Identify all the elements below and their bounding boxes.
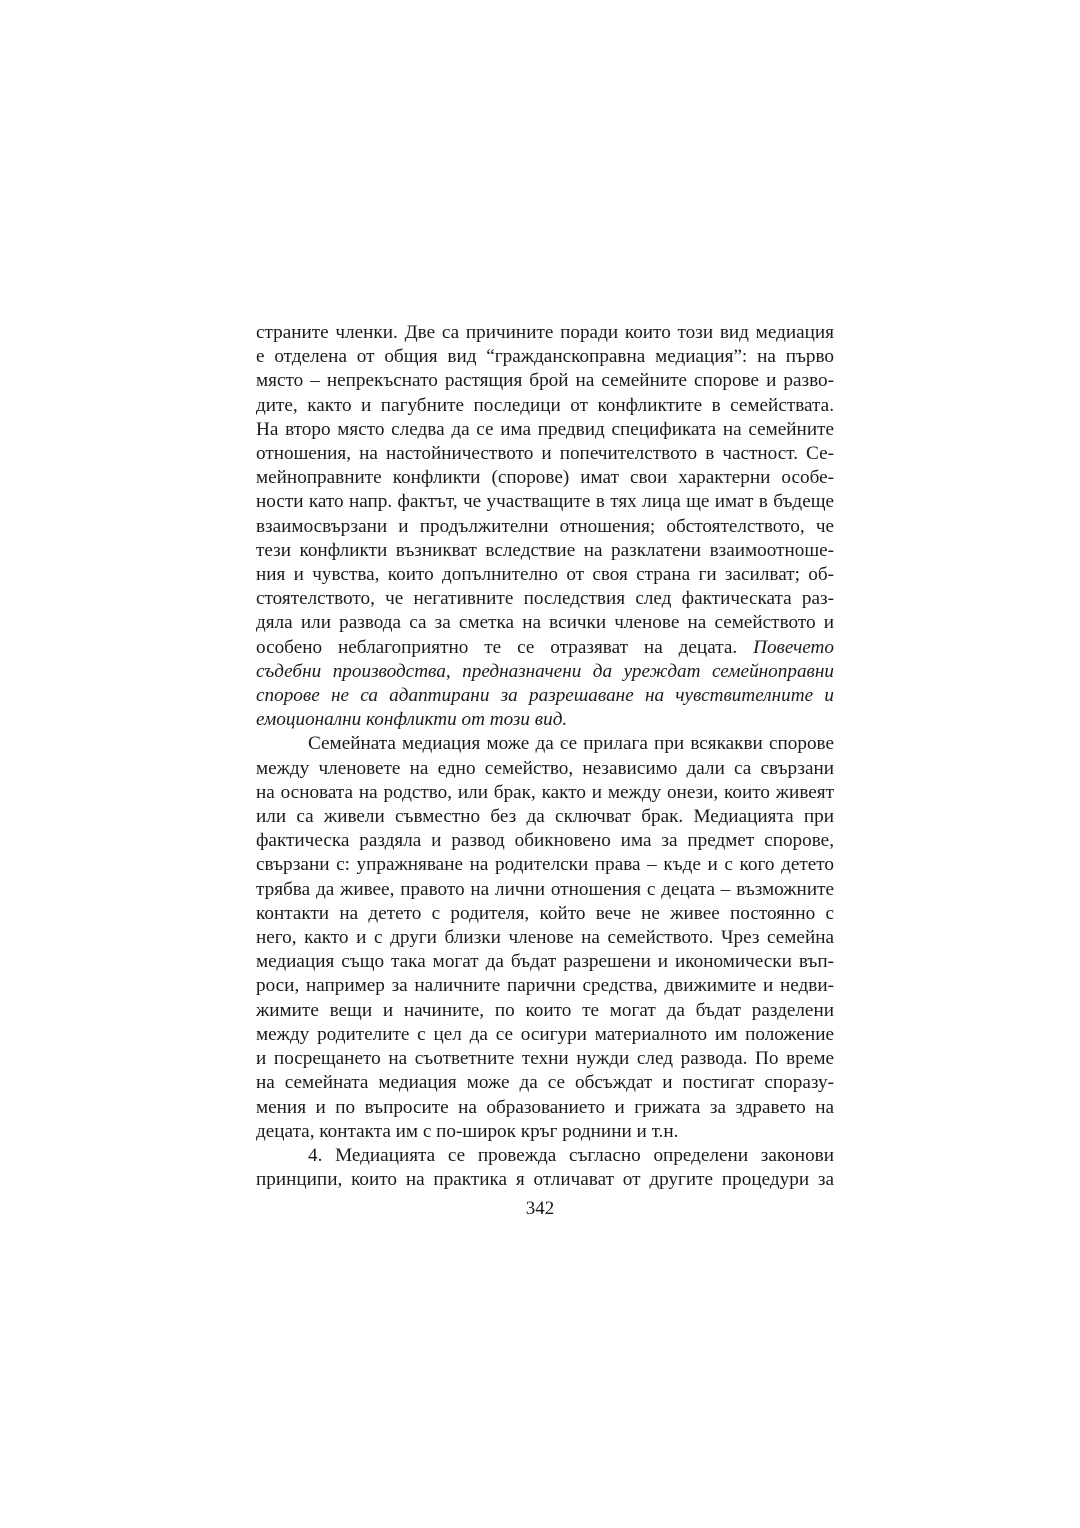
- text-line: ности като напр. фактът, че участващите в тях лица ще имат в бъдеще: [256, 491, 834, 513]
- text-line: между родителите с цел да се осигури материалното им положение: [256, 1023, 834, 1045]
- text-line: роси, например за наличните парични средства, движимите и недви-: [256, 975, 834, 997]
- text-line: взаимосвързани и продължителни отношения; обстоятелството, че: [256, 515, 834, 537]
- text-line: него, както и с други близки членове на семейството. Чрез семейна: [256, 927, 834, 949]
- paragraph-1: [256, 321, 834, 732]
- text-line: на семейната медиация може да се обсъждат и постигат споразу-: [256, 1072, 834, 1094]
- page-number: 342: [525, 1198, 555, 1219]
- text-line: принципи, които на практика я отличават от другите процедури за: [256, 1169, 834, 1191]
- text-line-mixed: [256, 636, 834, 660]
- text-line: ния и чувства, които допълнително от своя страна ги засилват; об-: [256, 564, 834, 586]
- text-line: децата, контакта им с по-широк кръг роднини и т.н.: [256, 1120, 679, 1142]
- text-line: медиация също така могат да бъдат разрешени и икономически въп-: [256, 951, 834, 973]
- body-text: [256, 321, 834, 1192]
- text-line: между членовете на едно семейство, независимо дали са свързани: [256, 757, 834, 779]
- italic-line: емоционални конфликти от този вид.: [256, 709, 568, 731]
- text-line: 4. Медиацията се провежда съгласно определени законови: [308, 1144, 834, 1166]
- text-line: отношения, на настойничеството и попечителството в частност. Се-: [256, 443, 834, 465]
- paragraph-2: [256, 732, 834, 1143]
- text-line: е отделена от общия вид “гражданскоправна медиация”: на първо: [256, 346, 834, 368]
- text-line: дите, както и пагубните последици от конфликтите в семействата.: [256, 394, 834, 416]
- text-line: трябва да живее, правото на лични отношения с децата – възможните: [256, 878, 834, 900]
- italic-line: съдебни производства, предназначени да уреждат семейноправни: [256, 660, 834, 682]
- text-line: или са живели съвместно без да сключват брак. Медиацията при: [256, 806, 834, 828]
- text-line: фактическа раздяла и развод обикновено има за предмет спорове,: [256, 830, 834, 852]
- text-line: страните членки. Две са причините поради които този вид медиация: [256, 322, 834, 343]
- text-line: свързани с: упражняване на родителски права – къде и с кого детето: [256, 854, 834, 876]
- text-line: място – непрекъснато растящия брой на семейните спорове и разво-: [256, 370, 834, 392]
- paragraph-3: [256, 1144, 834, 1192]
- text-line: тези конфликти възникват вследствие на разклатени взаимоотноше-: [256, 539, 834, 561]
- text-line: Семейната медиация може да се прилага при всякакви спорове: [308, 733, 834, 755]
- italic-line: спорове не са адаптирани за разрешаване на чувствителните и: [256, 685, 834, 707]
- text-line: На второ място следва да се има предвид спецификата на семейните: [256, 418, 834, 440]
- text-line: и посрещането на съответните техни нужди след развода. По време: [256, 1048, 834, 1070]
- text-line: мения и по въпросите на образованието и грижата за здравето на: [256, 1096, 834, 1118]
- text-line: на основата на родство, или брак, както и между онези, които живеят: [256, 781, 834, 803]
- text-line: контакти на детето с родителя, който вече не живее постоянно с: [256, 902, 834, 924]
- italic-segment: Повечето: [753, 636, 834, 658]
- text-line: дяла или развода са за сметка на всички членове на семейството и: [256, 612, 834, 634]
- text-line: жимите вещи и начините, по които те могат да бъдат разделени: [256, 999, 834, 1021]
- text-segment: особено неблагоприятно те се отразяват на децата.: [256, 636, 738, 658]
- text-line: мейноправните конфликти (спорове) имат свои характерни особе-: [256, 467, 834, 489]
- text-line: стоятелството, че негативните последствия след фактическата раз-: [256, 588, 834, 610]
